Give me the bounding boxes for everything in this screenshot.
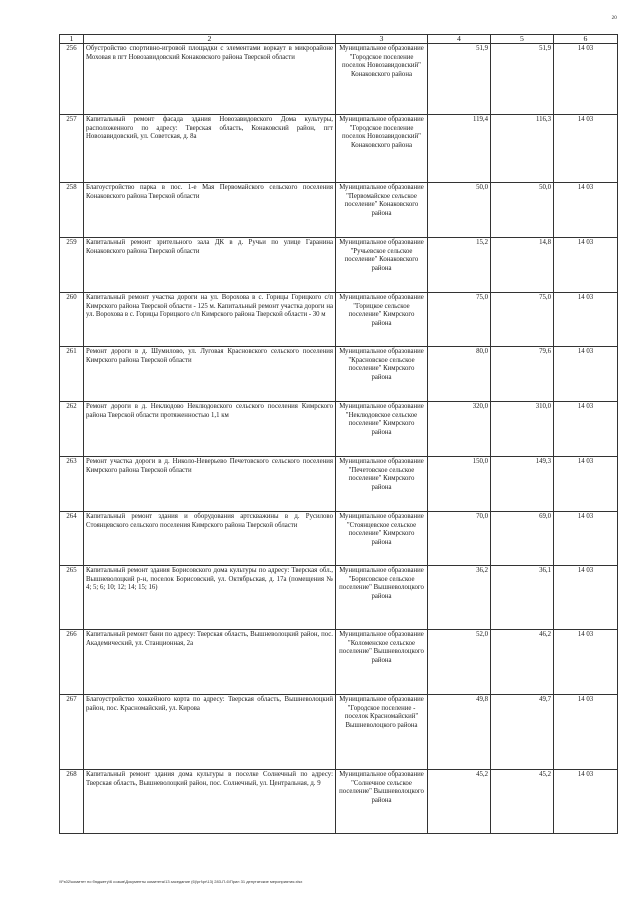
table-header (60, 35, 618, 44)
document-table (59, 34, 618, 834)
row-value-col4: 36,2 (428, 566, 491, 630)
row-number: 266 (60, 630, 84, 695)
column-header: 1 (60, 35, 84, 44)
row-description: Благоустройство хоккейного корта по адресу: Тверская область, Вышневолоцкий район, пос. Красномайский, ул. Кирова (84, 695, 336, 770)
column-header: 2 (84, 35, 336, 44)
row-number: 261 (60, 347, 84, 402)
row-number: 263 (60, 457, 84, 512)
row-value-col5: 46,2 (491, 630, 554, 695)
table-row (60, 695, 618, 770)
row-recipient: Муниципальное образование "Городское поселение поселок Новозавидовский" Конаковского района (336, 44, 428, 115)
row-value-col5: 45,2 (491, 770, 554, 834)
row-value-col5: 75,0 (491, 293, 554, 347)
table-row (60, 566, 618, 630)
row-code: 14 03 (554, 44, 618, 115)
row-number: 264 (60, 512, 84, 566)
row-code: 14 03 (554, 695, 618, 770)
row-code: 14 03 (554, 115, 618, 183)
row-number: 265 (60, 566, 84, 630)
table-row (60, 630, 618, 695)
row-recipient: Муниципальное образование "Солнечное сельское поселение" Вышневолоцкого района (336, 770, 428, 834)
row-recipient: Муниципальное образование "Неклюдовское сельское поселение" Кимрского района (336, 402, 428, 457)
row-description: Ремонт участка дороги в д. Николо-Неверьево Печетовского сельского поселения Кимрского района Тверской области (84, 457, 336, 512)
row-description: Капитальный ремонт фасада здания Новозавидовского Дома культуры, расположенного по адресу: Тверская область, Конаковский район, пгт Новозавидовский, ул. Советская, д. 8а (84, 115, 336, 183)
row-number: 259 (60, 238, 84, 293)
row-recipient: Муниципальное образование "Горицкое сельское поселение" Кимрского района (336, 293, 428, 347)
row-value-col4: 50,0 (428, 183, 491, 238)
table-row (60, 293, 618, 347)
row-code: 14 03 (554, 512, 618, 566)
row-description: Ремонт дороги в д. Шумилово, ул. Луговая Красновского сельского поселения Кимрского района Тверской области (84, 347, 336, 402)
footer-file-path: \\Fs02\комитет по бюджету\6 созыв\Документы комитета\13 заседание (6)\pri\pr\13) 283-П-6\Прил 31 депутатские мероприятия.xlsx (59, 879, 303, 884)
row-number: 260 (60, 293, 84, 347)
row-number: 257 (60, 115, 84, 183)
column-header: 6 (554, 35, 618, 44)
row-value-col4: 52,0 (428, 630, 491, 695)
row-code: 14 03 (554, 630, 618, 695)
table-row (60, 347, 618, 402)
row-code: 14 03 (554, 402, 618, 457)
row-number: 258 (60, 183, 84, 238)
row-code: 14 03 (554, 347, 618, 402)
column-header: 3 (336, 35, 428, 44)
row-value-col4: 45,2 (428, 770, 491, 834)
row-value-col5: 51,9 (491, 44, 554, 115)
row-description: Капитальный ремонт здания Борисовского дома культуры по адресу: Тверская обл., Вышневолоцкий р-н, поселок Борисовский, ул. Октябрьская, д. 17а (помещения № 4; 5; 6; 10; 12; 14; 15; 16) (84, 566, 336, 630)
row-value-col4: 320,0 (428, 402, 491, 457)
row-description: Капитальный ремонт здания дома культуры в поселке Солнечный по адресу: Тверская область, Вышневолоцкий район, пос. Солнечный, ул. Центральная, д. 9 (84, 770, 336, 834)
row-description: Капитальный ремонт участка дороги на ул. Ворохова в с. Горицы Горицкого с/п Кимрского района Тверской области - 125 м. Капитальный ремонт участка дороги на ул. Ворохова в с. Горицы Горицкого с/п Кимрского района Тверской области - 30 м (84, 293, 336, 347)
row-recipient: Муниципальное образование "Коломенское сельское поселение" Вышневолоцкого района (336, 630, 428, 695)
row-number: 267 (60, 695, 84, 770)
table-row (60, 183, 618, 238)
row-recipient: Муниципальное образование "Печетовское сельское поселение" Кимрского района (336, 457, 428, 512)
row-value-col5: 49,7 (491, 695, 554, 770)
row-code: 14 03 (554, 770, 618, 834)
row-value-col5: 14,8 (491, 238, 554, 293)
table-row (60, 770, 618, 834)
row-value-col5: 310,0 (491, 402, 554, 457)
row-value-col4: 75,0 (428, 293, 491, 347)
table-row (60, 402, 618, 457)
row-description: Благоустройство парка в пос. 1-е Мая Первомайского сельского поселения Конаковского района Тверской области (84, 183, 336, 238)
row-value-col5: 50,0 (491, 183, 554, 238)
row-value-col5: 36,1 (491, 566, 554, 630)
table-row (60, 115, 618, 183)
row-code: 14 03 (554, 293, 618, 347)
row-value-col5: 79,6 (491, 347, 554, 402)
row-code: 14 03 (554, 238, 618, 293)
column-header: 4 (428, 35, 491, 44)
table-row (60, 457, 618, 512)
row-value-col4: 51,9 (428, 44, 491, 115)
row-recipient: Муниципальное образование "Первомайское сельское поселение" Конаковского района (336, 183, 428, 238)
row-code: 14 03 (554, 566, 618, 630)
row-number: 268 (60, 770, 84, 834)
row-value-col5: 116,3 (491, 115, 554, 183)
row-value-col4: 150,0 (428, 457, 491, 512)
row-number: 262 (60, 402, 84, 457)
row-value-col5: 149,3 (491, 457, 554, 512)
table-row (60, 44, 618, 115)
row-recipient: Муниципальное образование "Борисовское сельское поселение" Вышневолоцкого района (336, 566, 428, 630)
row-value-col4: 80,0 (428, 347, 491, 402)
row-description: Капитальный ремонт зрительного зала ДК в д. Ручьи по улице Гаранина Конаковского района Тверской области (84, 238, 336, 293)
row-recipient: Муниципальное образование "Ручьевское сельское поселение" Конаковского района (336, 238, 428, 293)
row-value-col4: 49,8 (428, 695, 491, 770)
row-recipient: Муниципальное образование "Городское поселение - поселок Красномайский" Вышневолоцкого района (336, 695, 428, 770)
row-value-col4: 15,2 (428, 238, 491, 293)
row-code: 14 03 (554, 457, 618, 512)
row-description: Капитальный ремонт бани по адресу: Тверская область, Вышневолоцкий район, пос. Академический, ул. Станционная, 2а (84, 630, 336, 695)
row-recipient: Муниципальное образование "Городское поселение поселок Новозавидовский" Конаковского района (336, 115, 428, 183)
row-recipient: Муниципальное образование "Красновское сельское поселение" Кимрского района (336, 347, 428, 402)
row-number: 256 (60, 44, 84, 115)
table-row (60, 238, 618, 293)
row-description: Ремонт дороги в д. Неклюдово Неклюдовского сельского поселения Кимрского района Тверской области протяженностью 1,1 км (84, 402, 336, 457)
row-recipient: Муниципальное образование "Стоянцевское сельское поселение" Кимрского района (336, 512, 428, 566)
row-description: Капитальный ремонт здания и оборудования артскважины в д. Русилово Стоянцевского сельского поселения Кимрского района Тверской области (84, 512, 336, 566)
table-row (60, 512, 618, 566)
row-code: 14 03 (554, 183, 618, 238)
row-value-col5: 69,0 (491, 512, 554, 566)
column-header: 5 (491, 35, 554, 44)
row-value-col4: 70,0 (428, 512, 491, 566)
row-value-col4: 119,4 (428, 115, 491, 183)
row-description: Обустройство спортивно-игровой площадки с элементами воркаут в микрорайоне Моховая в пгт Новозавидовский Конаковского района Тверской области (84, 44, 336, 115)
page-number: 20 (611, 16, 617, 21)
